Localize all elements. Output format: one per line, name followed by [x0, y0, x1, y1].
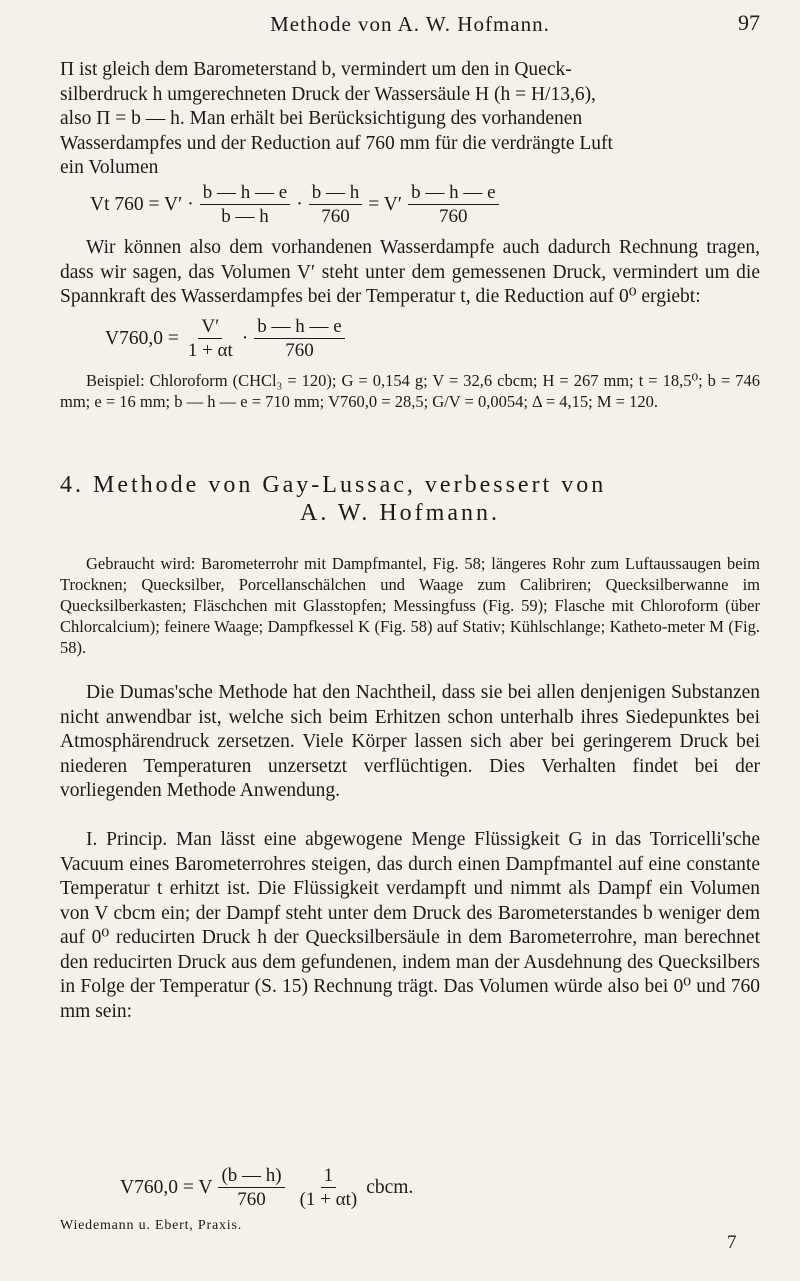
formula2-f2-denominator: 760 — [285, 340, 314, 361]
formula3-f2-numerator: 1 — [321, 1165, 337, 1188]
signature-number: 7 — [727, 1232, 737, 1253]
formula1-f3-numerator: b — h — e — [408, 182, 498, 205]
formula1-mid: = V′ — [368, 193, 403, 215]
formula3-unit: cbcm. — [366, 1176, 414, 1198]
formula-v760: V760,0 = $\frac{V'}{1 + \alpha t}$ · $\frac{b — h — e}{760}$ — [105, 316, 351, 361]
formula2-fraction-1 — [185, 316, 236, 361]
formula3-fraction-2 — [297, 1165, 361, 1210]
formula1-lhs: Vt 760 = V′ · — [90, 193, 194, 215]
para1-line5: ein Volumen — [60, 157, 159, 178]
section-heading: 4. Methode von Gay-Lussac, verbessert von — [60, 472, 607, 498]
formula1-f1-numerator: b — h — e — [200, 182, 290, 205]
paragraph-2: Wir können also dem vorhandenen Wasserdampfe auch dadurch Rechnung tragen, dass wir sagen, das Volumen V′ steht unter dem gemessenen Druck, vermindert um die Spannkraft des Wasserdampfes bei der Temperatur t, die Reduction auf 0⁰ ergiebt: — [60, 237, 760, 307]
running-title: Methode von A. W. Hofmann. — [270, 12, 550, 36]
para1-line1: Π ist gleich dem Barometerstand b, vermindert um den in Queck- — [60, 59, 572, 80]
formula2-lhs: V760,0 = — [105, 327, 179, 349]
example-text: Beispiel: Chloroform (CHCl₃ = 120); G = 0,154 g; V = 32,6 cbcm; H = 267 mm; t = 18,5⁰; b = 746 mm; e = 16 mm; b — h — e = 710 mm; V760,0 = 28,5; G/V = 0,0054; Δ = 4,15; M = 120. — [60, 371, 760, 411]
formula2-f1-denominator: 1 + αt — [187, 340, 233, 361]
formula1-f2-denominator: 760 — [321, 206, 350, 227]
formula1-f1-denominator: b — h — [221, 206, 269, 227]
formula1-fraction-1 — [200, 182, 290, 227]
para1-line2: silberdruck h umgerechneten Druck der Wassersäule H (h = H/13,6), — [60, 83, 596, 105]
formula3-f2-denominator: (1 + αt) — [299, 1189, 358, 1210]
formula-v760-final — [120, 1165, 413, 1210]
page-number: 97 — [738, 10, 760, 35]
formula2-f2-numerator: b — h — e — [254, 316, 344, 339]
para1-line3: also Π = b — h. Man erhält bei Berücksichtigung des vorhandenen — [60, 108, 583, 129]
formula1-f3-denominator: 760 — [439, 206, 468, 227]
formula1-f2-numerator: b — h — [309, 182, 363, 205]
formula2-fraction-2 — [254, 316, 344, 361]
equipment-list: Gebraucht wird: Barometerrohr mit Dampfmantel, Fig. 58; längeres Rohr zum Luftaussaugen beim Trocknen; Quecksilber, Porcellanschälchen und Waage zum Calibriren; Quecksilberwanne im Quecksilberkasten; Fläschchen mit Glasstopfen; Messingfuss (Fig. 59); Flasche mit Chloroform (über Chlorcalcium); feinere Waage; Dampfkessel K (Fig. 58) auf Stativ; Kühlschlange; Katheto-meter M (Fig. 58). — [60, 554, 760, 657]
formula-vt760: Vt 760 = V′ · $\frac{b — h — e}{b — h}$ · $\frac{b — h}{760}$ = V′ $\frac{b — h — e}{760}$ — [90, 182, 505, 227]
formula3-f1-numerator: (b — h) — [218, 1165, 284, 1188]
formula3-f1-denominator: 760 — [237, 1189, 266, 1210]
section-subheading: A. W. Hofmann. — [300, 500, 500, 526]
formula1-fraction-3 — [408, 182, 498, 227]
formula3-fraction-1 — [218, 1165, 284, 1210]
page-header — [60, 8, 760, 44]
footer-source: Wiedemann u. Ebert, Praxis. — [60, 1218, 242, 1233]
paragraph-4: I. Princip. Man lässt eine abgewogene Menge Flüssigkeit G in das Torricelli'sche Vacuum eines Barometerrohres steigen, das durch einen Dampfmantel auf eine constante Temperatur t erhitzt ist. Die Flüssigkeit verdampft und nimmt als Dampf ein Volumen von V cbcm ein; der Dampf steht unter dem Druck des Barometerstandes b weniger dem auf 0⁰ reducirten Druck h der Quecksilbersäule in dem Barometerrohre, man berechnet den reducirten Druck aus dem gefundenen, indem man der Ausdehnung des Quecksilbers in Folge der Temperatur (S. 15) Rechnung trägt. Das Volumen würde also bei 0⁰ und 760 mm sein: — [60, 829, 760, 1022]
formula3-lhs: V760,0 = V — [120, 1176, 213, 1198]
formula2-f1-numerator: V′ — [198, 316, 222, 339]
formula1-fraction-2 — [309, 182, 363, 227]
paragraph-1 — [60, 58, 760, 181]
paragraph-3: Die Dumas'sche Methode hat den Nachtheil, dass sie bei allen denjenigen Substanzen nicht anwendbar ist, welche sich beim Erhitzen schon unterhalb ihres Siedepunktes bei Atmosphärendruck zersetzen. Viele Körper lassen sich aber bei geringerem Druck bei niederen Temperaturen unzersetzt verflüchtigen. Dies Verhalten findet bei der vorliegenden Methode Anwendung. — [60, 682, 760, 801]
para1-line4: Wasserdampfes und der Reduction auf 760 mm für die verdrängte Luft — [60, 132, 613, 154]
